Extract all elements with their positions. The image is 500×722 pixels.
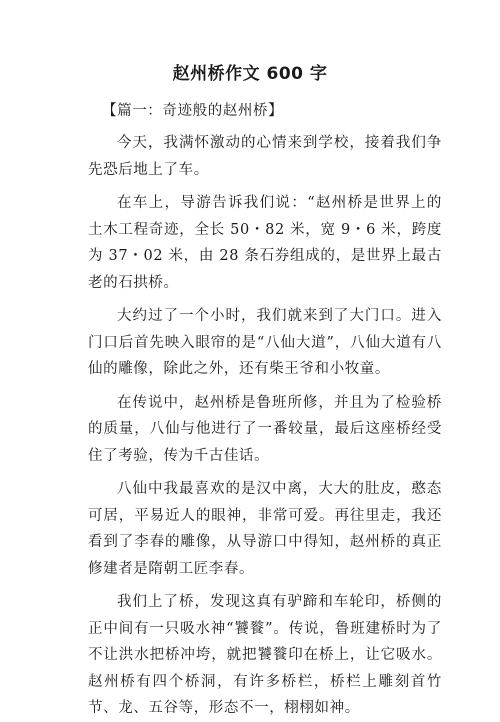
paragraph-4: 在传说中，赵州桥是鲁班所修，并且为了检验桥的质量，八仙与他进行了一番较量，最后这座桥经受住了考验，传为千古佳话。 [88, 394, 442, 464]
paragraph-5: 八仙中我最喜欢的是汉中离，大大的肚皮，憨态可居，平易近人的眼神，非常可爱。再往里走，我还看到了李春的雕像，从导游口中得知，赵州桥的真正修建者是隋朝工匠李春。 [88, 481, 442, 577]
paragraph-6: 我们上了桥，发现这真有驴蹄和车轮印，桥侧的正中间有一只吸水神“饕餮”。传说，鲁班建桥时为了不让洪水把桥冲垮，就把饕餮印在桥上，让它吸水。赵州桥有四个桥洞，有许多桥栏，桥栏上雕刻首竹节、龙、五谷等，形态不一，栩栩如神。 [88, 594, 442, 716]
page-title: 赵州桥作文 600 字 [172, 64, 328, 84]
paragraph-2: 在车上，导游告诉我们说：“赵州桥是世界上的土木工程奇迹，全长 50・82 米，宽 9・6 米，跨度为 37・02 米，由 28 条石券组成的，是世界上最古老的石拱桥。 [88, 195, 442, 291]
paragraph-1: 今天，我满怀激动的心情来到学校，接着我们争先恐后地上了车。 [88, 135, 442, 178]
section-heading: 【篇一：奇迹般的赵州桥】 [102, 103, 284, 119]
paragraph-3: 大约过了一个小时，我们就来到了大门口。进入门口后首先映入眼帘的是“八仙大道”，八仙大道有八仙的雕像，除此之外，还有柴王爷和小牧童。 [88, 308, 442, 377]
